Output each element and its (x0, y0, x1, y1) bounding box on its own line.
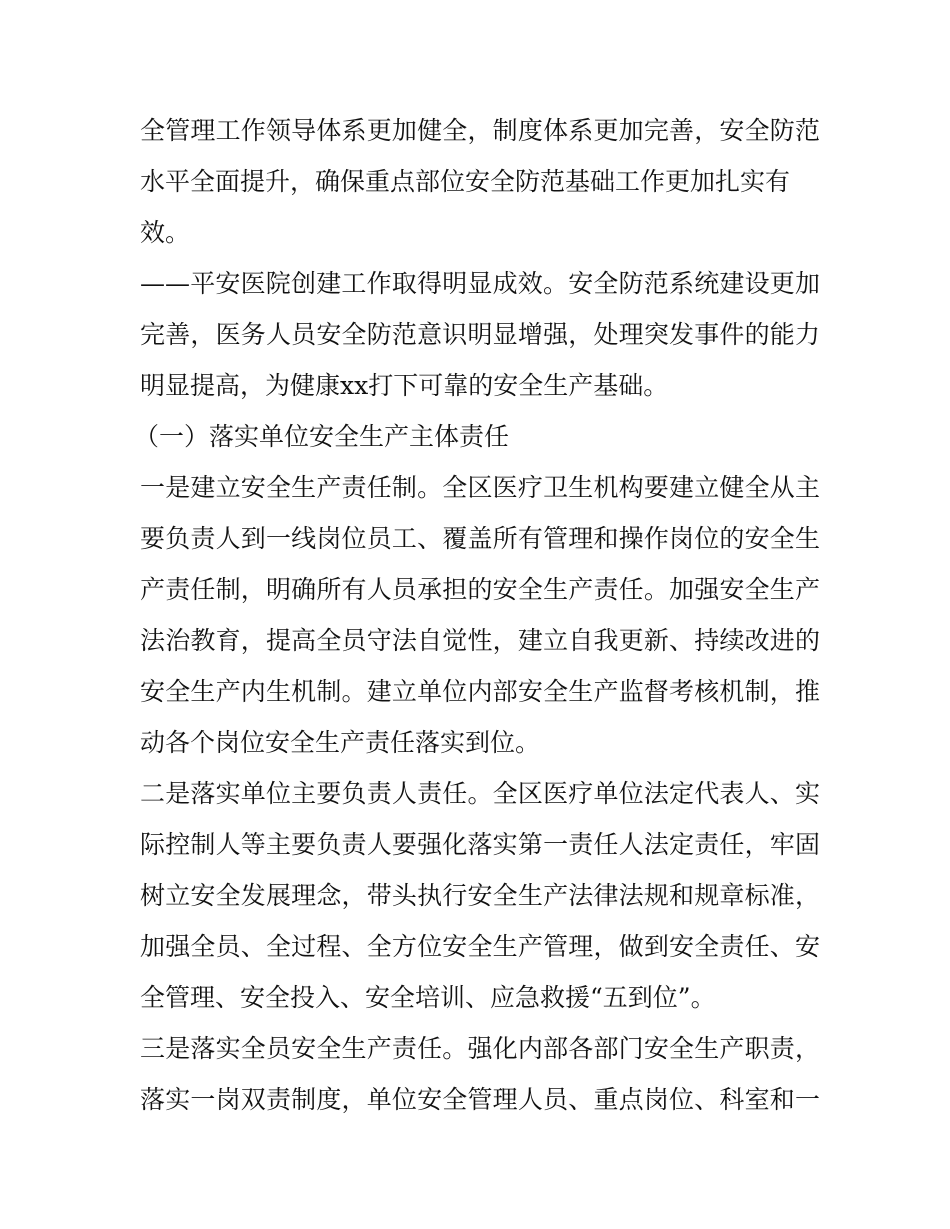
text-line: 全管理、安全投入、安全培训、应急救援“五到位”。 (140, 983, 716, 1012)
text-line: 二是落实单位主要负责人责任。全区医疗单位法定代表人、实 (140, 779, 820, 808)
text-line: 水平全面提升，确保重点部位安全防范基础工作更加扎实有 (140, 167, 791, 196)
text-line: 要负责人到一线岗位员工、覆盖所有管理和操作岗位的安全生 (140, 524, 820, 553)
text-line: 际控制人等主要负责人要强化落实第一责任人法定责任，牢固 (140, 830, 820, 859)
text-line: 效。 (140, 218, 191, 247)
text-line: 三是落实全员安全生产责任。强化内部各部门安全生产职责， (140, 1034, 820, 1063)
text-line: 明显提高，为健康xx打下可靠的安全生产基础。 (140, 371, 669, 400)
text-line: 一是建立安全生产责任制。全区医疗卫生机构要建立健全从主 (140, 473, 820, 502)
text-line: 动各个岗位安全生产责任落实到位。 (140, 728, 541, 757)
document-body (134, 105, 820, 1125)
text-line: 法治教育，提高全员守法自觉性，建立自我更新、持续改进的 (140, 626, 820, 655)
text-line: 产责任制，明确所有人员承担的安全生产责任。加强安全生产 (140, 575, 820, 604)
text-line: 树立安全发展理念，带头执行安全生产法律法规和规章标准， (140, 881, 820, 910)
text-line: 落实一岗双责制度，单位安全管理人员、重点岗位、科室和一 (140, 1085, 820, 1114)
text-line: 加强全员、全过程、全方位安全生产管理，做到安全责任、安 (140, 932, 820, 961)
text-line: ——平安医院创建工作取得明显成效。安全防范系统建设更加 (140, 269, 820, 298)
text-line: 安全生产内生机制。建立单位内部安全生产监督考核机制，推 (140, 677, 820, 706)
text-line: 全管理工作领导体系更加健全，制度体系更加完善，安全防范 (140, 116, 820, 145)
section-heading: （一）落实单位安全生产主体责任 (134, 422, 510, 451)
text-line: 完善，医务人员安全防范意识明显增强，处理突发事件的能力 (140, 320, 820, 349)
